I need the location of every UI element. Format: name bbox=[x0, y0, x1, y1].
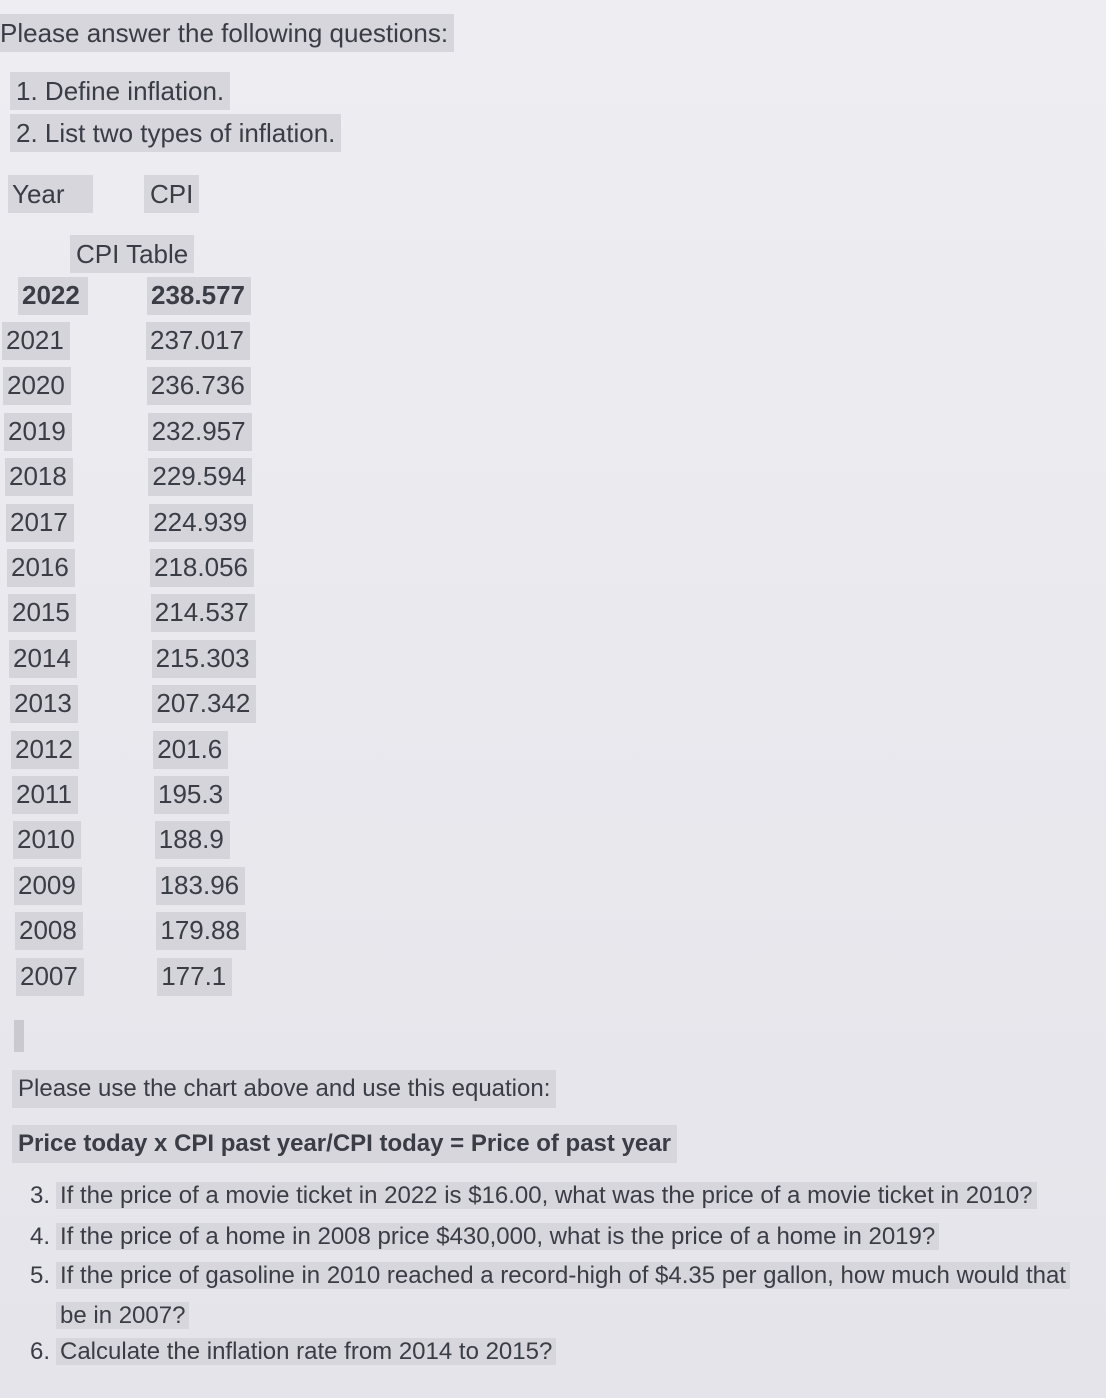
cpi-year-cell: 2008 bbox=[15, 912, 83, 950]
cpi-value-cell: 229.594 bbox=[148, 458, 252, 496]
equation-text: Price today x CPI past year/CPI today = Price of past year bbox=[12, 1125, 677, 1163]
cpi-year-cell: 2022 bbox=[18, 277, 88, 315]
question-text: If the price of gasoline in 2010 reached a record-high of $4.35 per gallon, how much would that bbox=[56, 1262, 1070, 1289]
cpi-value-cell: 224.939 bbox=[149, 504, 253, 542]
cpi-value-cell: 183.96 bbox=[156, 867, 246, 905]
question-1 bbox=[10, 72, 230, 110]
question-number: 2. bbox=[16, 118, 38, 148]
question-3 bbox=[30, 1178, 1037, 1214]
cpi-value-cell: 232.957 bbox=[148, 413, 252, 451]
cpi-value-cell: 177.1 bbox=[157, 958, 232, 996]
cpi-year-cell: 2016 bbox=[7, 549, 75, 587]
question-text: be in 2007? bbox=[56, 1302, 189, 1329]
question-number: 4. bbox=[30, 1223, 51, 1250]
cpi-year-cell: 2017 bbox=[6, 504, 74, 542]
cpi-year-cell: 2011 bbox=[12, 776, 78, 814]
cpi-year-cell: 2020 bbox=[3, 367, 71, 405]
table-header-year: Year bbox=[8, 175, 93, 213]
cpi-year-cell: 2014 bbox=[9, 640, 77, 678]
cpi-value-cell: 215.303 bbox=[152, 640, 256, 678]
question-number: 5. bbox=[30, 1262, 51, 1289]
cpi-year-cell: 2021 bbox=[2, 322, 70, 360]
cpi-year-cell: 2007 bbox=[16, 958, 84, 996]
cpi-value-cell: 238.577 bbox=[147, 277, 251, 315]
question-5 bbox=[30, 1258, 1070, 1294]
question-6 bbox=[30, 1334, 556, 1370]
cpi-value-cell: 218.056 bbox=[150, 549, 254, 587]
question-number: 1. bbox=[16, 76, 38, 106]
cpi-year-cell: 2018 bbox=[5, 458, 73, 496]
cpi-value-cell: 236.736 bbox=[147, 367, 251, 405]
question-text: Calculate the inflation rate from 2014 to 2015? bbox=[56, 1338, 556, 1365]
cpi-value-cell: 214.537 bbox=[151, 594, 255, 632]
cpi-year-cell: 2015 bbox=[8, 594, 76, 632]
table-title: CPI Table bbox=[70, 235, 194, 273]
question-text: If the price of a home in 2008 price $430,000, what is the price of a home in 2019? bbox=[56, 1223, 939, 1250]
cpi-year-cell: 2010 bbox=[13, 821, 81, 859]
question-2 bbox=[10, 114, 341, 152]
question-text: List two types of inflation. bbox=[44, 118, 336, 148]
question-text: If the price of a movie ticket in 2022 is $16.00, what was the price of a movie ticket in 2010? bbox=[56, 1182, 1037, 1209]
cpi-value-cell: 195.3 bbox=[154, 776, 229, 814]
cpi-value-cell: 201.6 bbox=[153, 731, 228, 769]
cpi-year-cell: 2012 bbox=[11, 731, 79, 769]
instruction-text: Please use the chart above and use this equation: bbox=[12, 1070, 556, 1108]
table-header-cpi: CPI bbox=[144, 175, 199, 213]
question-number: 3. bbox=[30, 1182, 51, 1209]
question-5-continuation bbox=[56, 1298, 189, 1334]
cpi-value-cell: 188.9 bbox=[155, 821, 230, 859]
cpi-value-cell: 179.88 bbox=[156, 912, 246, 950]
cursor-bar bbox=[14, 1020, 24, 1052]
question-4 bbox=[30, 1219, 939, 1255]
cpi-value-cell: 207.342 bbox=[152, 685, 256, 723]
intro-text: Please answer the following questions: bbox=[0, 14, 454, 52]
cpi-year-cell: 2019 bbox=[4, 413, 72, 451]
cpi-value-cell: 237.017 bbox=[146, 322, 250, 360]
cpi-year-cell: 2013 bbox=[10, 685, 78, 723]
question-number: 6. bbox=[30, 1338, 51, 1365]
question-text: Define inflation. bbox=[44, 76, 225, 106]
cpi-year-cell: 2009 bbox=[14, 867, 82, 905]
